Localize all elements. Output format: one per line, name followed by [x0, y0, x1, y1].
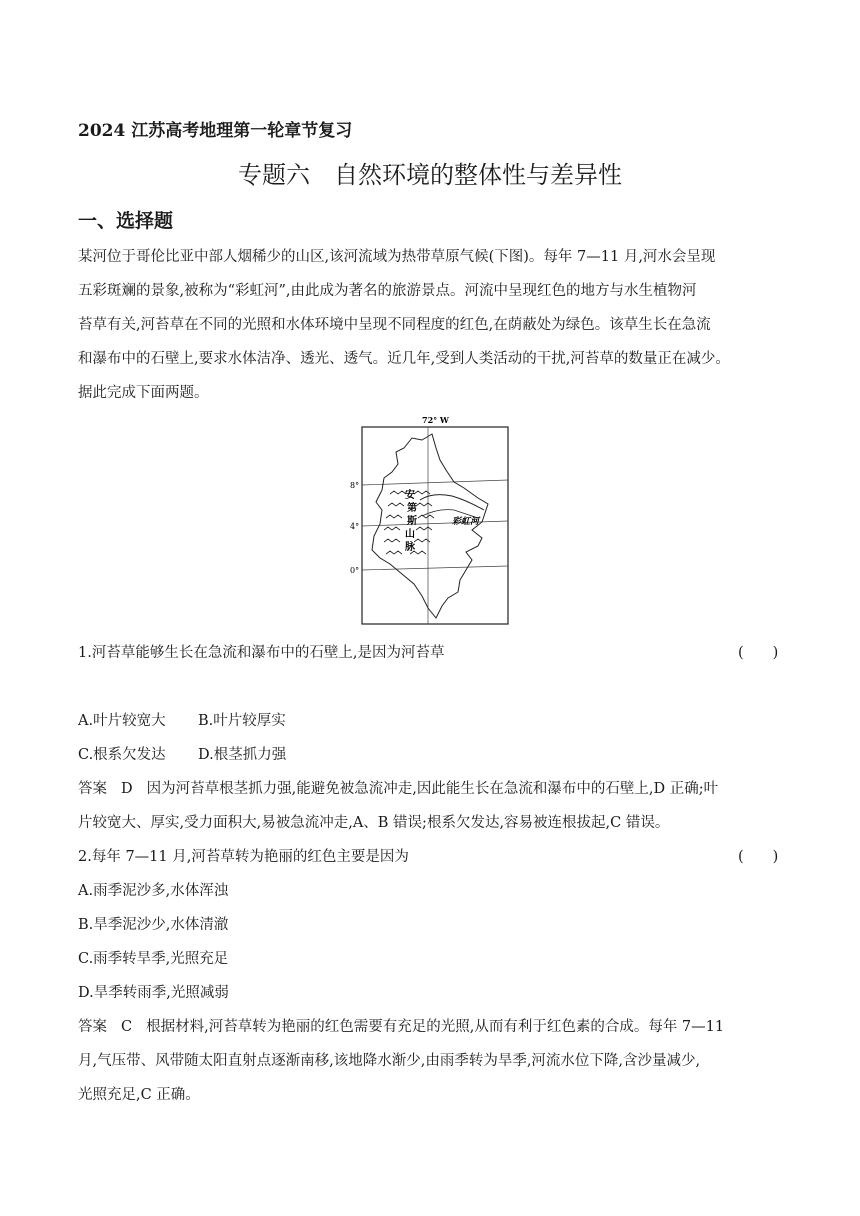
q2-option-b: B.旱季泥沙少,水体清澈 [78, 917, 229, 933]
question-2-stem: 2.每年 7—11 月,河苔草转为艳丽的红色主要是因为 [78, 849, 409, 865]
intro-line: 据此完成下面两题。 [78, 385, 209, 401]
lat-label: 4° [350, 522, 360, 531]
intro-line: 和瀑布中的石壁上,要求水体洁净、透光、透气。近几年,受到人类活动的干扰,河苔草的数量正在减少。 [78, 351, 730, 367]
intro-line: 某河位于哥伦比亚中部人烟稀少的山区,该河流域为热带草原气候(下图)。每年 7—11 月,河水会呈现 [78, 249, 716, 265]
q1-answer-line [78, 777, 718, 798]
lat-label: 8° [350, 481, 360, 490]
q1-option-d: D.根茎抓力强 [198, 747, 287, 763]
answer-letter: D [121, 781, 133, 797]
colombia-map [350, 412, 510, 626]
mountain-label: 脉 [405, 542, 415, 553]
answer-bracket: ( ) [738, 849, 779, 865]
mountain-label: 安 [405, 490, 415, 501]
mountain-label: 山 [405, 529, 415, 540]
document-header: 2024 江苏高考地理第一轮章节复习 [78, 121, 353, 141]
q2-answer-line [78, 1015, 724, 1036]
answer-label: 答案 [78, 1019, 107, 1035]
document-title: 专题六 自然环境的整体性与差异性 [238, 161, 622, 189]
q1-option-c: C.根系欠发达 [78, 747, 166, 763]
q1-option-a: A.叶片较宽大 [78, 713, 166, 729]
answer-bracket: ( ) [738, 645, 779, 661]
answer-explanation: 光照充足,C 正确。 [78, 1087, 200, 1103]
section-heading: 一、选择题 [78, 210, 174, 232]
q2-option-a: A.雨季泥沙多,水体浑浊 [78, 883, 229, 899]
answer-explanation: 月,气压带、风带随太阳直射点逐渐南移,该地降水渐少,由雨季转为旱季,河流水位下降,含沙量减少, [78, 1053, 701, 1069]
parallel-line [362, 521, 508, 526]
rainbow-river [420, 495, 484, 510]
q2-option-d: D.旱季转雨季,光照减弱 [78, 985, 229, 1001]
river-label: 彩虹河 [452, 517, 480, 527]
answer-label: 答案 [78, 781, 107, 797]
q2-option-c: C.雨季转旱季,光照充足 [78, 951, 229, 967]
longitude-label: 72° W [422, 415, 449, 425]
mountain-label: 第 [407, 503, 417, 514]
mountain-label: 斯 [407, 516, 417, 527]
lat-label: 0° [350, 566, 360, 575]
answer-explanation: 因为河苔草根茎抓力强,能避免被急流冲走,因此能生长在急流和瀑布中的石壁上,D 正确;叶 [146, 781, 719, 797]
intro-line: 苔草有关,河苔草在不同的光照和水体环境中呈现不同程度的红色,在荫蔽处为绿色。该草生长在急流 [78, 317, 711, 333]
answer-explanation: 片较宽大、厚实,受力面积大,易被急流冲走,A、B 错误;根系欠发达,容易被连根拔起,C 错误。 [78, 815, 670, 831]
intro-line: 五彩斑斓的景象,被称为“彩虹河”,由此成为著名的旅游景点。河流中呈现红色的地方与水生植物河 [78, 283, 697, 299]
question-1-stem: 1.河苔草能够生长在急流和瀑布中的石壁上,是因为河苔草 [78, 645, 445, 661]
q1-option-b: B.叶片较厚实 [198, 713, 286, 729]
answer-letter: C [121, 1019, 133, 1035]
answer-explanation: 根据材料,河苔草转为艳丽的红色需要有充足的光照,从而有利于红色素的合成。每年 7—11 [146, 1019, 725, 1035]
parallel-line [362, 566, 508, 570]
